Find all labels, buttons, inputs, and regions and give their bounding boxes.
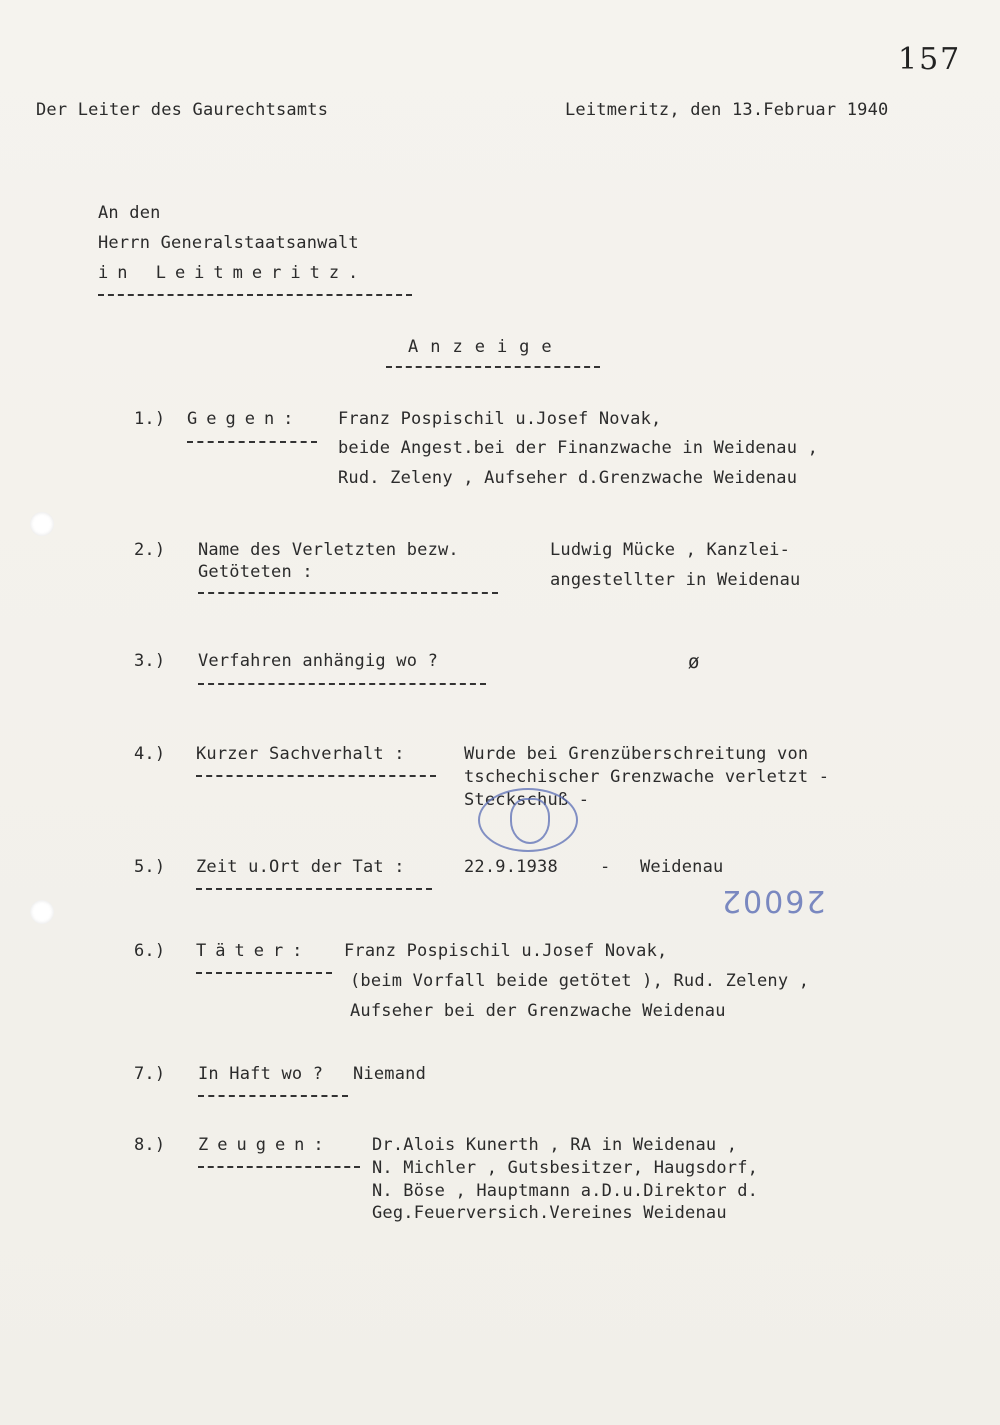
item-7-number: 7.) <box>134 1064 166 1084</box>
official-seal-stamp <box>478 788 578 852</box>
page-number: 157 <box>898 42 962 77</box>
item-5-number: 5.) <box>134 857 166 877</box>
item-6-line-2: (beim Vorfall beide getötet ), Rud. Zeleny , <box>350 971 810 991</box>
punch-hole-bottom <box>30 900 54 924</box>
item-8-line-4: Geg.Feuerversich.Vereines Weidenau <box>372 1203 727 1223</box>
item-1-line-1: Franz Pospischil u.Josef Novak, <box>338 409 662 429</box>
item-2-label-line-1: Name des Verletzten bezw. <box>198 540 459 560</box>
item-6-line-3: Aufseher bei der Grenzwache Weidenau <box>350 1001 726 1021</box>
item-3-number: 3.) <box>134 651 166 671</box>
item-2-label-line-2: Getöteten : <box>198 562 313 582</box>
item-4-line-2: tschechischer Grenzwache verletzt - <box>464 767 830 787</box>
item-1-line-2: beide Angest.bei der Finanzwache in Weidenau , <box>338 438 819 458</box>
item-6-number: 6.) <box>134 941 166 961</box>
item-6-line-1: Franz Pospischil u.Josef Novak, <box>344 941 668 961</box>
item-8-number: 8.) <box>134 1135 166 1155</box>
recipient-line-1: An den <box>98 203 161 223</box>
item-1-number: 1.) <box>134 409 166 429</box>
item-4-line-3: Steckschuß - <box>464 790 590 810</box>
item-8-line-2: N. Michler , Gutsbesitzer, Haugsdorf, <box>372 1158 759 1178</box>
item-2-value-line-1: Ludwig Mücke , Kanzlei- <box>550 540 791 560</box>
item-6-label: Täter: <box>196 941 312 961</box>
item-7-underline <box>198 1095 348 1097</box>
item-4-number: 4.) <box>134 744 166 764</box>
item-2-value-line-2: angestellter in Weidenau <box>550 570 801 590</box>
title-underline <box>386 366 600 368</box>
item-5-dash: - <box>600 857 611 877</box>
place-date: Leitmeritz, den 13.Februar 1940 <box>565 100 889 120</box>
item-5-date: 22.9.1938 <box>464 857 558 877</box>
rubber-stamp-number: 26002 <box>720 883 826 918</box>
item-2-number: 2.) <box>134 540 166 560</box>
item-8-line-1: Dr.Alois Kunerth , RA in Weidenau , <box>372 1135 738 1155</box>
item-6-underline <box>196 972 332 974</box>
item-3-underline <box>198 683 486 685</box>
recipient-line-3: in Leitmeritz. <box>98 263 368 283</box>
recipient-underline <box>98 294 412 296</box>
item-5-place: Weidenau <box>640 857 724 877</box>
item-1-label: Gegen: <box>187 409 303 429</box>
item-5-label: Zeit u.Ort der Tat : <box>196 857 405 877</box>
item-8-label: Zeugen: <box>198 1135 333 1155</box>
item-7-label: In Haft wo ? <box>198 1064 324 1084</box>
item-3-label: Verfahren anhängig wo ? <box>198 651 439 671</box>
item-8-underline <box>198 1166 360 1168</box>
recipient-line-2: Herrn Generalstaatsanwalt <box>98 233 359 253</box>
item-5-underline <box>196 888 432 890</box>
item-4-line-1: Wurde bei Grenzüberschreitung von <box>464 744 809 764</box>
item-1-line-3: Rud. Zeleny , Aufseher d.Grenzwache Weidenau <box>338 468 798 488</box>
sender: Der Leiter des Gaurechtsamts <box>36 100 329 120</box>
item-2-underline <box>198 592 498 594</box>
item-4-label: Kurzer Sachverhalt : <box>196 744 405 764</box>
item-8-line-3: N. Böse , Hauptmann a.D.u.Direktor d. <box>372 1181 759 1201</box>
item-3-value: ø <box>688 651 700 673</box>
punch-hole-top <box>30 512 54 536</box>
document-title: Anzeige <box>408 337 564 357</box>
item-1-underline <box>187 441 317 443</box>
item-7-value: Niemand <box>353 1064 427 1084</box>
item-4-underline <box>196 775 436 777</box>
